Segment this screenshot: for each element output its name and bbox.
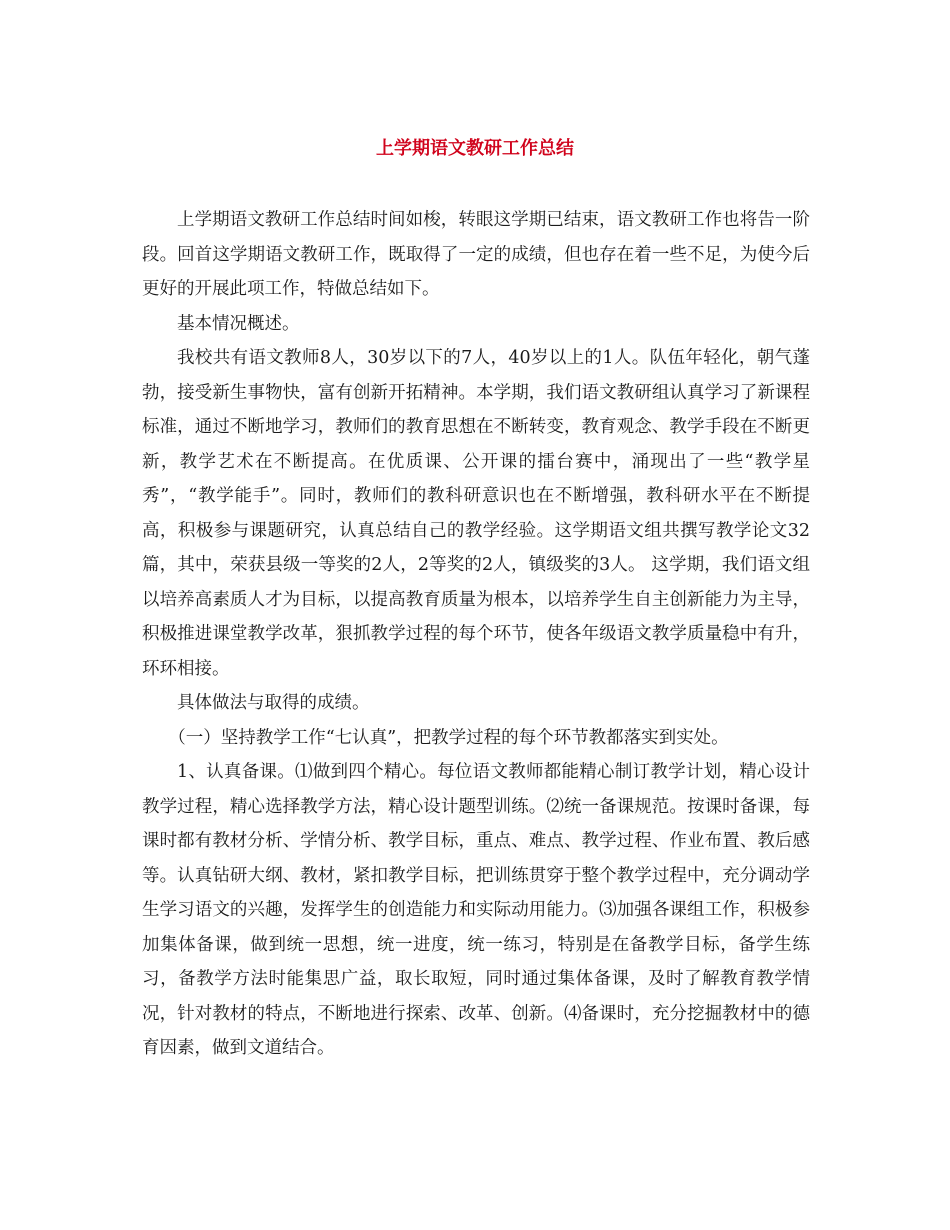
section-heading-practices: 具体做法与取得的成绩。 <box>177 693 370 713</box>
document-title: 上学期语文教研工作总结 <box>376 138 574 159</box>
subsection-heading-one: （一）坚持教学工作“七认真”，把教学过程的每个环节教都落实到实处。 <box>168 727 729 748</box>
paragraph-lesson-prep: 1、认真备课。⑴做到四个精心。每位语文教师都能精心制订教学计划，精心设计教学过程，精心选择教学方法，精心设计题型训练。⑵统一备课规范。按课时备课，每课时都有教材分析、学情分析、教学目标，重点、难点、教学过程、作业布置、教后感等。认真钻研大纲、教材，紧扣教学目标，把训练贯穿于整个教学过程中，充分调动学生学习语文的兴趣，发挥学生的创造能力和实际动用能力。⑶加强各课组工作，积极参加集体备课，做到统一思想，统一进度，统一练习，特别是在备教学目标，备学生练习，备教学方法时能集思广益，取长取短，同时通过集体备课，及时了解教育教学情况，针对教材的特点，不断地进行探索、改革、创新。⑷备课时，充分挖掘教材中的德育因素，做到文道结合。 <box>142 762 810 1058</box>
section-heading-overview: 基本情况概述。 <box>177 313 300 334</box>
document-body <box>142 203 810 1066</box>
paragraph-overview: 我校共有语文教师8人，30岁以下的7人，40岁以上的1人。队伍年轻化，朝气蓬勃，接受新生事物快，富有创新开拓精神。本学期，我们语文教研组认真学习了新课程标准，通过不断地学习，教师们的教育思想在不断转变，教育观念、教学手段在不断更新，教学艺术在不断提高。在优质课、公开课的擂台赛中，涌现出了一些“教学星秀”，“教学能手”。同时，教师们的教科研意识也在不断增强，教科研水平在不断提高，积极参与课题研究，认真总结自己的教学经验。这学期语文组共撰写教学论文32篇，其中，荣获县级一等奖的2人，2等奖的2人，镇级奖的3人。 这学期，我们语文组以培养高素质人才为目标，以提高教育质量为根本，以培养学生自主创新能力为主导，积极推进课堂教学改革，狠抓教学过程的每个环节，使各年级语文教学质量稳中有升，环环相接。 <box>142 348 810 679</box>
paragraph-intro: 上学期语文教研工作总结时间如梭，转眼这学期已结束，语文教研工作也将告一阶段。回首这学期语文教研工作，既取得了一定的成绩，但也存在着一些不足，为使今后更好的开展此项工作，特做总结如下。 <box>142 210 810 299</box>
